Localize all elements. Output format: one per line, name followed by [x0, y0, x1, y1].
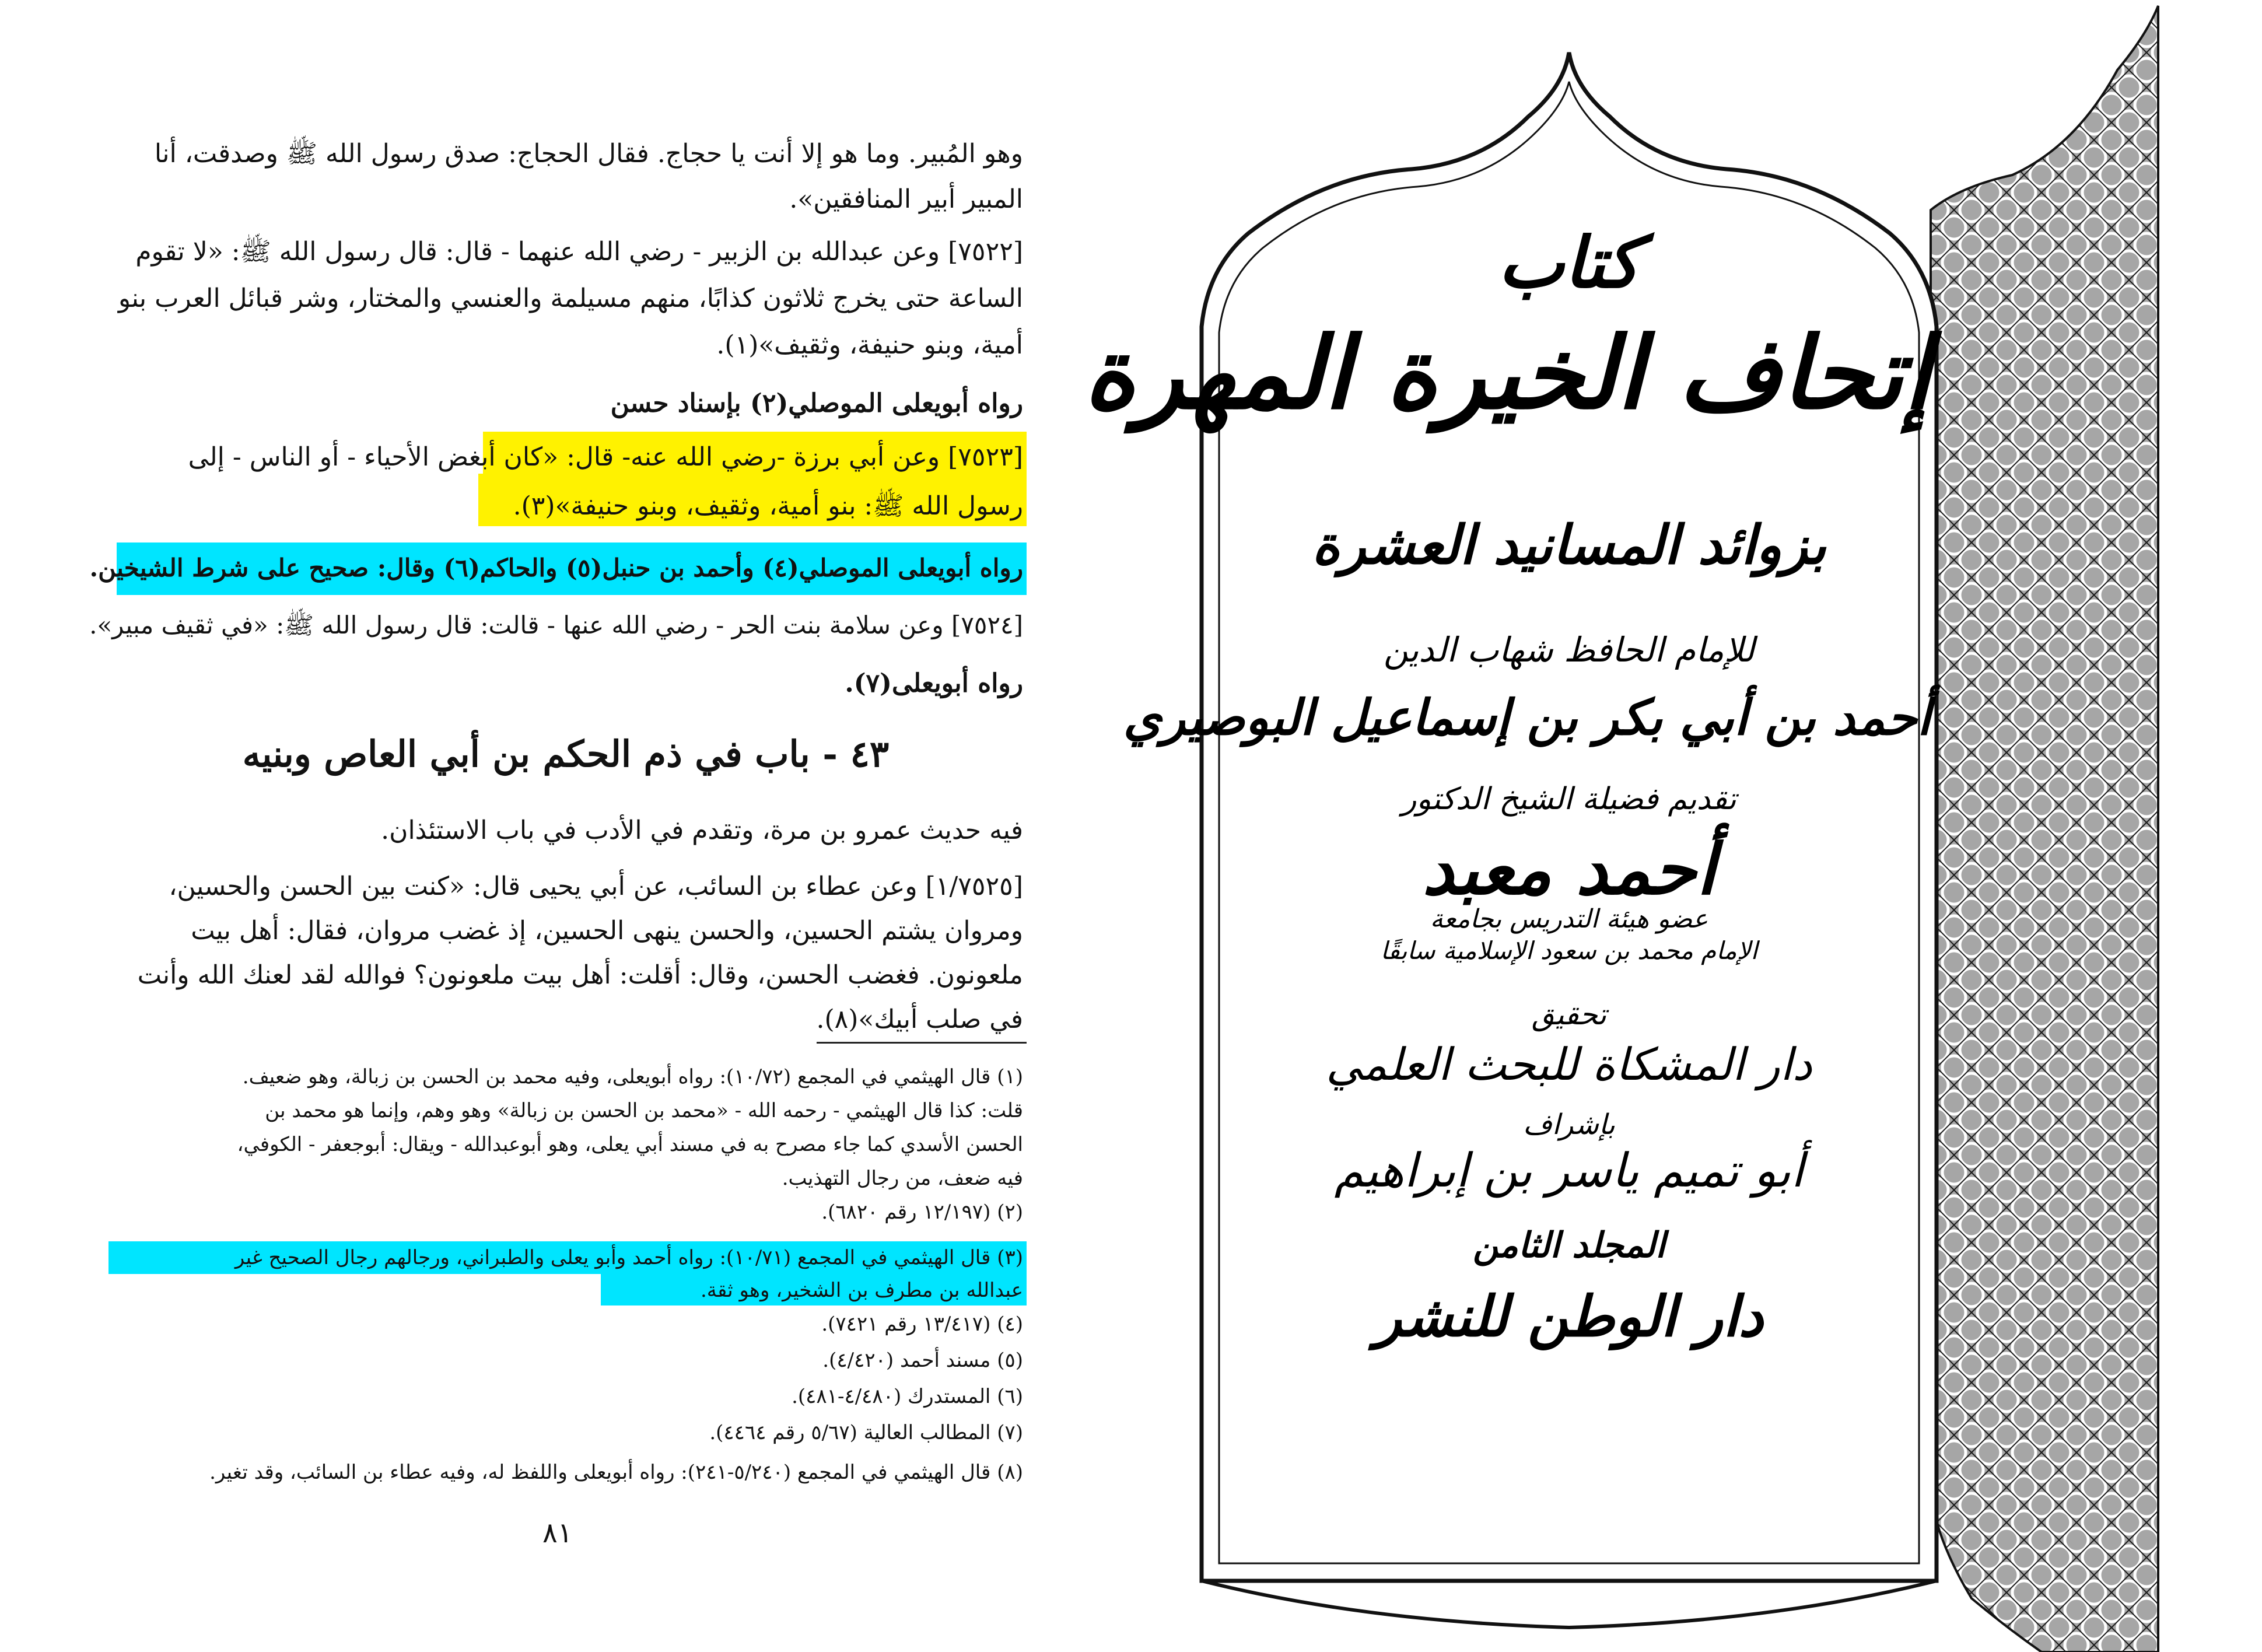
text-line-11: رواه أبويعلى(٧). [845, 668, 1023, 698]
footnote-line-10: (٦) المستدرك (٤/٤٨٠-٤٨١). [792, 1385, 1023, 1408]
cover-member-line-1: عضو هيئة التدريس بجامعة [1430, 904, 1708, 934]
footnote-line-1: (١) قال الهيثمي في المجمع (١٠/٧٢): رواه أبويعلى، وفيه محمد بن الحسن بن زبالة، وهو ضعيف. [242, 1065, 1023, 1088]
cover-member-line-2: الإمام محمد بن سعود الإسلامية سابقًا [1380, 936, 1758, 965]
cover-ishraf: بإشراف [1523, 1108, 1615, 1141]
text-line-2: المبير أبير المنافقين». [789, 184, 1023, 214]
section-heading: ٤٣ - باب في ذم الحكم بن أبي العاص وبنيه [242, 733, 890, 775]
cover-intro-name: أحمد معبد [1422, 828, 1716, 911]
cover-supervisor: أبو تميم ياسر بن إبراهيم [1334, 1143, 1804, 1198]
text-line-4: الساعة حتى يخرج ثلاثون كذابًا، منهم مسيلمة والعنسي والمختار، وشر قبائل العرب بنو [118, 284, 1023, 313]
footnote-line-9: (٥) مسند أحمد (٤/٤٢٠). [822, 1349, 1023, 1372]
text-line-10: [٧٥٢٤] وعن سلامة بنت الحر - رضي الله عنها - قالت: قال رسول الله ﷺ: «في ثقيف مبير». [89, 611, 1023, 639]
cover-kitab: كتاب [1498, 222, 1640, 304]
text-line-8: رسول الله ﷺ: بنو أمية، وثقيف، وبنو حنيفة»(٣). [513, 491, 1023, 521]
footnote-line-4: فيه ضعف، من رجال التهذيب. [782, 1167, 1023, 1190]
text-line-12: فيه حديث عمرو بن مرة، وتقدم في الأدب في باب الاستئذان. [381, 816, 1023, 845]
text-line-1: وهو المُبير. وما هو إلا أنت يا حجاج. فقال الحجاج: صدق رسول الله ﷺ وصدقت، أنا [154, 139, 1023, 169]
text-line-15: ملعونون. فغضب الحسن، وقال: أقلت: أهل بيت ملعونون؟ فوالله لقد لعنك الله وأنت [137, 960, 1023, 990]
cover-volume: المجلد الثامن [1473, 1225, 1665, 1266]
footnote-line-11: (٧) المطالب العالية (٥/٦٧ رقم ٤٤٦٤). [709, 1421, 1023, 1444]
cover-author: أحمد بن أبي بكر بن إسماعيل البوصيري [1123, 688, 1931, 746]
footnote-line-12: (٨) قال الهيثمي في المجمع (٥/٢٤٠-٢٤١): رواه أبويعلى واللفظ له، وفيه عطاء بن السائب، وقد تغير. [209, 1461, 1023, 1484]
text-line-16: في صلب أبيك»(٨). [816, 1005, 1023, 1034]
text-line-6: رواه أبويعلى الموصلي(٢) بإسناد حسن [610, 388, 1023, 418]
cover-subtitle: بزوائد المسانيد العشرة [1312, 513, 1826, 576]
footnote-line-8: (٤) (١٣/٤١٧ رقم ٧٤٢١). [821, 1312, 1023, 1336]
footnote-line-7: عبدالله بن مطرف بن الشخير، وهو ثقة. [700, 1279, 1023, 1302]
text-line-7: [٧٥٢٣] وعن أبي برزة -رضي الله عنه- قال: «كان أبغض الأحياء - أو الناس - إلى [188, 442, 1023, 472]
footnote-rule [817, 1042, 1027, 1044]
footnote-line-5: (٢) (١٢/١٩٧ رقم ٦٨٢٠). [821, 1200, 1023, 1224]
pattern-band [1931, 6, 2158, 1652]
cover-title: إتحاف الخيرة المهرة [1083, 315, 1931, 432]
text-line-5: أمية، وبنو حنيفة، وثقيف»(١). [716, 330, 1023, 360]
cover-bottom-arch [1202, 1581, 1937, 1628]
text-line-9: رواه أبويعلى الموصلي(٤) وأحمد بن حنبل(٥) والحاكم(٦) وقال: صحيح على شرط الشيخين. [89, 554, 1023, 582]
footnote-line-3: الحسن الأسدي كما جاء مصرح به في مسند أبي يعلى، وهو أبوعبدالله - ويقال: أبوجعفر - الكوفي، [237, 1133, 1023, 1156]
text-line-13: [١/٧٥٢٥] وعن عطاء بن السائب، عن أبي يحيى قال: «كنت بين الحسن والحسين، [169, 872, 1023, 901]
footnote-line-2: قلت: كذا قال الهيثمي - رحمه الله - «محمد بن الحسن بن زبالة» وهو وهم، وإنما هو محمد بن [265, 1099, 1023, 1122]
right-page-cover [1083, 0, 2262, 1652]
cover-intro-by: تقديم فضيلة الشيخ الدكتور [1402, 782, 1736, 817]
page-number: ٨١ [542, 1517, 573, 1549]
text-line-14: ومروان يشتم الحسين، والحسن ينهى الحسين، إذ غضب مروان، فقال: أهل بيت [191, 916, 1023, 946]
footnote-line-6: (٣) قال الهيثمي في المجمع (١٠/٧١): رواه أحمد وأبو يعلى والطبراني، ورجالهم رجال الصحيح غير [234, 1246, 1023, 1269]
cover-tahqiq: تحقيق [1531, 998, 1607, 1031]
text-line-3: [٧٥٢٢] وعن عبدالله بن الزبير - رضي الله عنهما - قال: قال رسول الله ﷺ: «لا تقوم [135, 237, 1023, 267]
cover-publisher: دار الوطن للنشر [1374, 1283, 1764, 1349]
cover-imam-line: للإمام الحافظ شهاب الدين [1383, 630, 1755, 670]
cover-dar-mishkat: دار المشكاة للبحث العلمي [1326, 1038, 1812, 1090]
